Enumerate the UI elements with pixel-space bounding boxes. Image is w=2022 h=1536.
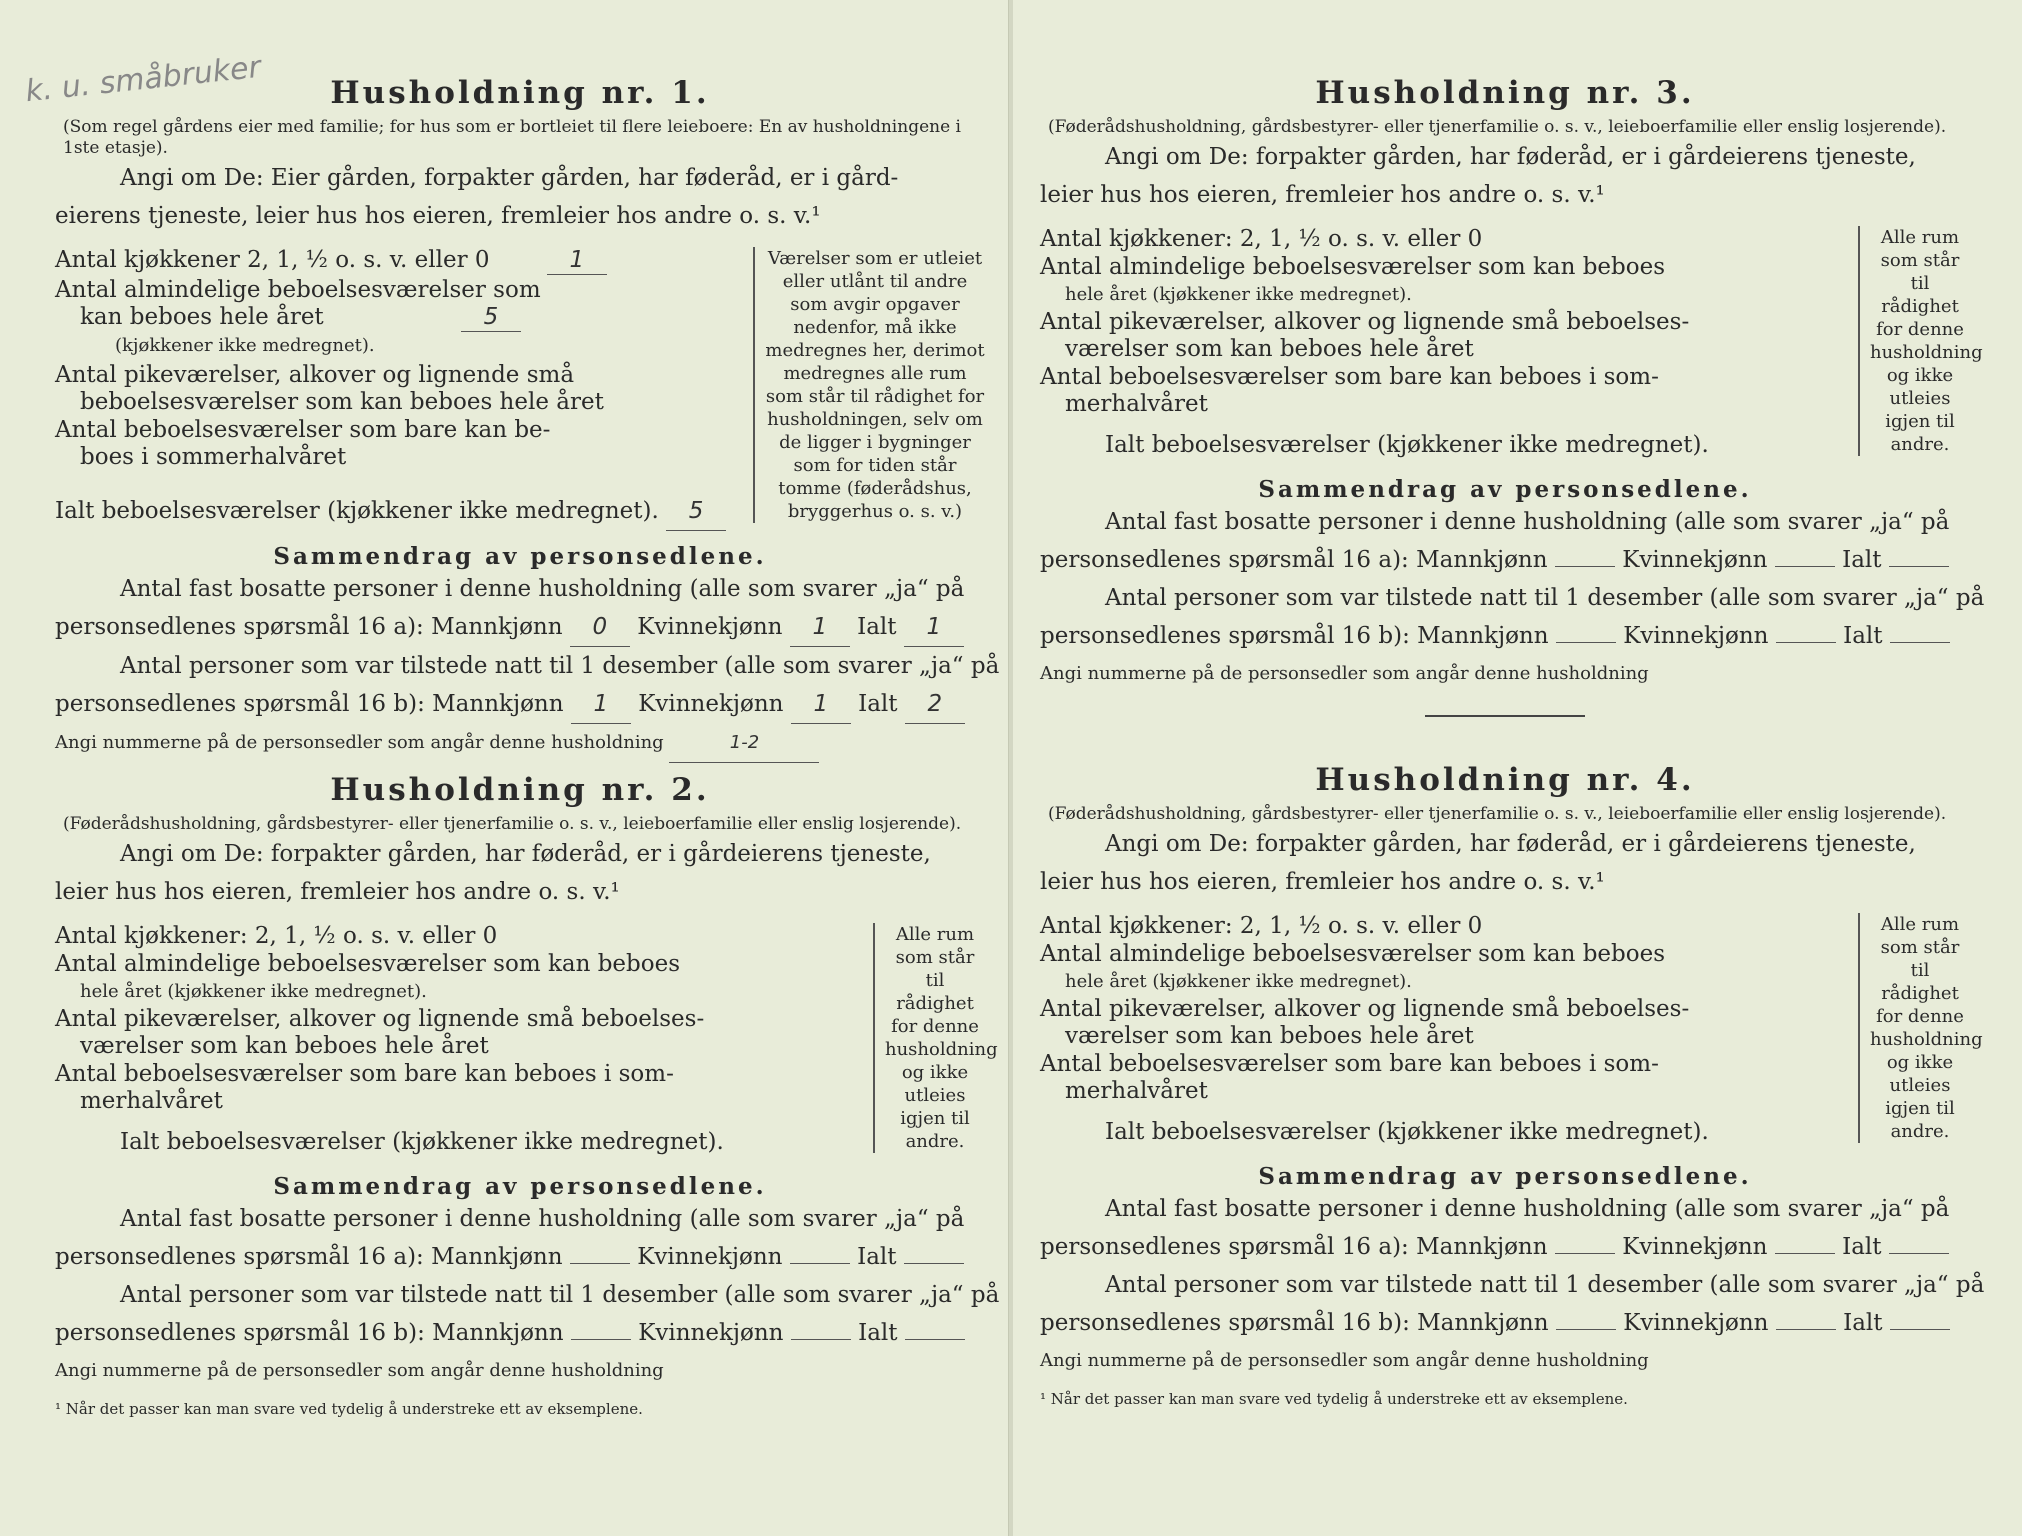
right-page [1040, 0, 1985, 1536]
household-1-angi-1: Angi om De: Eier gården, forpakter gården, har føderåd, er i gård- [120, 165, 899, 191]
household-1-angi-2: eierens tjeneste, leier hus hos eieren, fremleier hos andre o. s. v.¹ [55, 203, 821, 229]
household-2-title: Husholdning nr. 2. [330, 772, 710, 808]
household-3: Husholdning nr. 3. (Føderådshusholdning, gårdsbestyrer- eller tjenerfamilie o. s. v., leieboerfamilie eller enslig losjerende). Angi om De: forpakter gården, har føderåd, er i gårdeierens tjeneste, leier hus hos eieren, fremleier hos andre o. s. v.¹ Antal kjøkkener: 2, 1, ½ o. s. v. eller 0 Antal almindelige beboelsesværelser som kan beboes hele året (kjøkkener ikke medregnet). Antal pikeværelser, alkover og lignende små beboelses- værelser som kan beboes hele året Antal beboelsesværelser som bare kan beboes i som- merhalvåret Alle rum som står til rådighet for denne husholdning og ikke utleies igjen til andre. Ialt beboelsesværelser (kjøkkener ikke medregnet). Sammendrag av personsedlene. Antal fast bosatte personer i denne husholdning (alle som svarer „ja“ på personsedlenes spørsmål 16 a): Mannkjønn Kvinnekjønn Ialt Antal personer som var tilstede natt til 1 desember (alle som svarer „ja“ på personsedlenes spørsmål 16 b): Mannkjønn Kvinnekjønn Ialt Angi nummerne på de personsedler som angår denne husholdning [1040, 75, 1970, 717]
household-4-rooms: Antal kjøkkener: 2, 1, ½ o. s. v. eller 0 Antal almindelige beboelsesværelser som kan beboes hele året (kjøkkener ikke medregnet). Antal pikeværelser, alkover og lignende små beboelses- værelser som kan beboes hele året Antal beboelsesværelser som bare kan beboes i som- merhalvåret Alle rum som står til rådighet for denne husholdning og ikke utleies igjen til andre. [1040, 913, 1983, 1142]
household-2-note: (Føderådshusholdning, gårdsbestyrer- eller tjenerfamilie o. s. v., leieboerfamilie eller enslig losjerende). [63, 814, 962, 834]
h1-slip-numbers-value: 1-2 [669, 724, 819, 763]
h1-present-counts: personsedlenes spørsmål 16 b): Mannkjønn 1 Kvinnekjønn 1 Ialt 2 [55, 685, 985, 724]
h1-present-female: 1 [791, 685, 851, 724]
h1-present-male: 1 [571, 685, 631, 724]
h1-slip-numbers: Angi nummerne på de personsedler som angår denne husholdning 1-2 [55, 724, 985, 763]
household-1: Husholdning nr. 1. (Som regel gårdens eier med familie; for hus som er bortleiet til flere leieboere: En av husholdningene i 1ste etasje). Angi om De: Eier gården, forpakter gården, har føderåd, er i gård- eierens tjeneste, leier hus hos eieren, fremleier hos andre o. s. v.¹ Antal kjøkkener 2, 1, ½ o. s. v. eller 0 1 Antal almindelige beboelsesværelser som kan beboes hele året 5 (kjøkkener ikke medregnet). Antal pikeværelser, alkover og lignende små beboelsesværelser som kan beboes hele året Antal beboelsesværelser som bare kan be- boes i sommerhalvåret Værelser som er utleiet eller utlånt til andre som avgir opgaver nedenfor, må ikke medregnes her, derimot medregnes alle rum som står til rådighet for husholdningen, selv om de ligger i bygninger som for tiden står tomme (føderådshus, bryggerhus o. s. v.) Ialt beboelsesværelser (kjøkkener ikke medregnet). 5 Sammendrag av personsedlene. Antal fast bosatte personer i denne husholdning (alle som svarer „ja“ på personsedlenes spørsmål 16 a): Mannkjønn 0 Kvinnekjønn 1 Ialt 1 Antal personer som var tilstede natt til 1 desember (alle som svarer „ja“ på personsedlenes spørsmål 16 b): Mannkjønn 1 Kvinnekjønn 1 Ialt 2 Angi nummerne på de personsedler som angår denne husholdning 1-2 [55, 75, 985, 763]
household-2: Husholdning nr. 2. (Føderådshusholdning, gårdsbestyrer- eller tjenerfamilie o. s. v., leieboerfamilie eller enslig losjerende). Angi om De: forpakter gården, har føderåd, er i gårdeierens tjeneste, leier hus hos eieren, fremleier hos andre o. s. v.¹ Antal kjøkkener: 2, 1, ½ o. s. v. eller 0 Antal almindelige beboelsesværelser som kan beboes hele året (kjøkkener ikke medregnet). Antal pikeværelser, alkover og lignende små beboelses- værelser som kan beboes hele året Antal beboelsesværelser som bare kan beboes i som- merhalvåret Alle rum som står til rådighet for denne husholdning og ikke utleies igjen til andre. Ialt beboelsesværelser (kjøkkener ikke medregnet). Sammendrag av personsedlene. Antal fast bosatte personer i denne husholdning (alle som svarer „ja“ på personsedlenes spørsmål 16 a): Mannkjønn Kvinnekjønn Ialt Antal personer som var tilstede natt til 1 desember (alle som svarer „ja“ på personsedlenes spørsmål 16 b): Mannkjønn Kvinnekjønn Ialt Angi nummerne på de personsedler som angår denne husholdning ¹ Når det passer kan man svare ved tydelig å understreke ett av eksemplene. [55, 772, 1000, 1418]
h1-kitchens-value: 1 [547, 247, 607, 275]
h1-total-rooms: Ialt beboelsesværelser (kjøkkener ikke medregnet). 5 [55, 492, 985, 531]
household-3-rooms: Antal kjøkkener: 2, 1, ½ o. s. v. eller 0 Antal almindelige beboelsesværelser som kan beboes hele året (kjøkkener ikke medregnet). Antal pikeværelser, alkover og lignende små beboelses- værelser som kan beboes hele året Antal beboelsesværelser som bare kan beboes i som- merhalvåret Alle rum som står til rådighet for denne husholdning og ikke utleies igjen til andre. [1040, 226, 1983, 455]
household-1-note: (Som regel gårdens eier med familie; for hus som er bortleiet til flere leieboere: En av husholdningene i 1ste etasje). [63, 117, 961, 158]
household-4: Husholdning nr. 4. (Føderådshusholdning, gårdsbestyrer- eller tjenerfamilie o. s. v., leieboerfamilie eller enslig losjerende). Angi om De: forpakter gården, har føderåd, er i gårdeierens tjeneste, leier hus hos eieren, fremleier hos andre o. s. v.¹ Antal kjøkkener: 2, 1, ½ o. s. v. eller 0 Antal almindelige beboelsesværelser som kan beboes hele året (kjøkkener ikke medregnet). Antal pikeværelser, alkover og lignende små beboelses- værelser som kan beboes hele året Antal beboelsesværelser som bare kan beboes i som- merhalvåret Alle rum som står til rådighet for denne husholdning og ikke utleies igjen til andre. Ialt beboelsesværelser (kjøkkener ikke medregnet). Sammendrag av personsedlene. Antal fast bosatte personer i denne husholdning (alle som svarer „ja“ på personsedlenes spørsmål 16 a): Mannkjønn Kvinnekjønn Ialt Antal personer som var tilstede natt til 1 desember (alle som svarer „ja“ på personsedlenes spørsmål 16 b): Mannkjønn Kvinnekjønn Ialt Angi nummerne på de personsedler som angår denne husholdning ¹ Når det passer kan man svare ved tydelig å understreke ett av eksemplene. [1040, 762, 1985, 1408]
page-fold [1008, 0, 1013, 1536]
household-2-rooms: Antal kjøkkener: 2, 1, ½ o. s. v. eller 0 Antal almindelige beboelsesværelser som kan beboes hele året (kjøkkener ikke medregnet). Antal pikeværelser, alkover og lignende små beboelses- værelser som kan beboes hele året Antal beboelsesværelser som bare kan beboes i som- merhalvåret Alle rum som står til rådighet for denne husholdning og ikke utleies igjen til andre. [55, 923, 998, 1152]
h1-kitchens-row: Antal kjøkkener 2, 1, ½ o. s. v. eller 0 1 [55, 247, 705, 275]
household-1-title: Husholdning nr. 1. [330, 75, 710, 111]
h4-side-note: Alle rum som står til rådighet for denne husholdning og ikke utleies igjen til andre. [1858, 913, 1970, 1143]
separator-rule [1425, 715, 1585, 717]
h1-resident-male: 0 [570, 608, 630, 647]
h1-summary-title: Sammendrag av personsedlene. [273, 543, 767, 570]
h1-present-total: 2 [905, 685, 965, 724]
footnote-right: ¹ Når det passer kan man svare ved tydelig å understreke ett av eksemplene. [1040, 1390, 1628, 1408]
h1-resident-female: 1 [790, 608, 850, 647]
household-3-title: Husholdning nr. 3. [1315, 75, 1695, 111]
footnote-left: ¹ Når det passer kan man svare ved tydelig å understreke ett av eksemplene. [55, 1400, 643, 1418]
h1-resident-total: 1 [904, 608, 964, 647]
h1-side-note: Værelser som er utleiet eller utlånt til andre som avgir opgaver nedenfor, må ikke medregnes her, derimot medregnes alle rum som står til rådighet for husholdningen, selv om de ligger i bygninger som for tiden står tomme (føderådshus, bryggerhus o. s. v.) [753, 247, 985, 523]
household-4-title: Husholdning nr. 4. [1315, 762, 1695, 798]
h1-small-rooms-row: Antal pikeværelser, alkover og lignende små beboelsesværelser som kan beboes hele året [55, 362, 604, 415]
h1-ordinary-rooms-row: Antal almindelige beboelsesværelser som kan beboes hele året 5 (kjøkkener ikke medregnet). [55, 277, 541, 356]
left-page [55, 0, 1000, 1536]
h3-side-note: Alle rum som står til rådighet for denne husholdning og ikke utleies igjen til andre. [1858, 226, 1970, 456]
h1-ordinary-rooms-value: 5 [461, 304, 521, 332]
margin-handwritten-note: k. u. småbruker [23, 49, 263, 110]
h1-total-rooms-value: 5 [666, 492, 726, 531]
h1-summer-rooms-row: Antal beboelsesværelser som bare kan be- boes i sommerhalvåret [55, 417, 551, 470]
h1-resident-counts: personsedlenes spørsmål 16 a): Mannkjønn 0 Kvinnekjønn 1 Ialt 1 [55, 608, 985, 647]
h2-side-note: Alle rum som står til rådighet for denne husholdning og ikke utleies igjen til andre. [873, 923, 985, 1153]
